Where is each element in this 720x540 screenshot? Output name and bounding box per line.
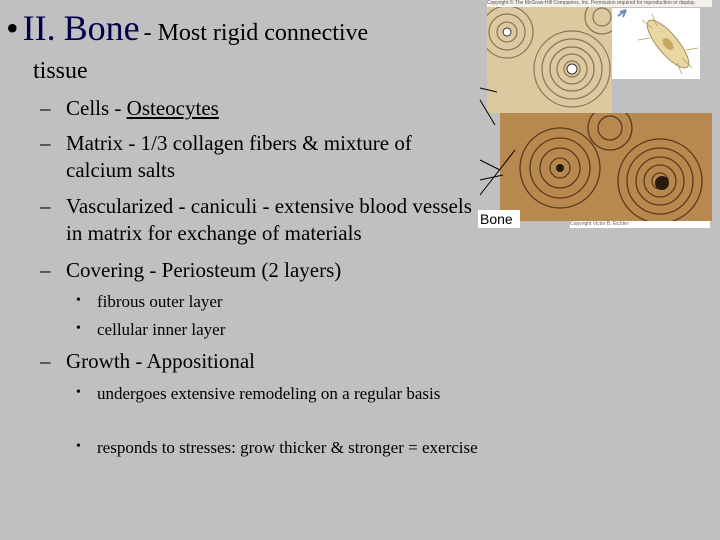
growth-sub-2: [76, 436, 486, 459]
title-numeral: II.: [22, 8, 56, 48]
dash-marker: –: [40, 258, 51, 282]
vascularized-text: Vascularized - caniculi - extensive blood vessels in matrix for exchange of materials: [66, 194, 472, 245]
dot-marker: •: [76, 321, 81, 336]
cells-label: Cells -: [66, 96, 127, 120]
title-line2: tissue: [33, 58, 88, 84]
title-heading: Bone: [63, 8, 140, 48]
point-vascularized: [40, 193, 480, 247]
slide-title: [6, 10, 476, 46]
dot-marker: •: [76, 385, 81, 400]
covering-sub-text: fibrous outer layer: [97, 292, 223, 311]
dash-marker: –: [40, 131, 51, 155]
dash-marker: –: [40, 96, 51, 120]
point-growth: [40, 348, 480, 375]
covering-sub-1: [76, 290, 486, 313]
growth-sub-text: responds to stresses: grow thicker & stronger = exercise: [97, 438, 478, 457]
point-matrix: [40, 130, 480, 184]
covering-sub-2: [76, 318, 486, 341]
dot-marker: •: [76, 293, 81, 308]
growth-sub-1: [76, 382, 486, 405]
point-cells: [40, 95, 480, 122]
title-bullet: •: [6, 8, 19, 48]
figure-copyright: Copyright © The McGraw-Hill Companies, Inc. Permission required for reproduction or display.: [487, 0, 712, 7]
growth-text: Growth - Appositional: [66, 349, 255, 373]
point-covering: [40, 257, 480, 284]
figure-label: Bone: [478, 210, 520, 228]
covering-sub-text: cellular inner layer: [97, 320, 226, 339]
dot-marker: •: [76, 439, 81, 454]
growth-sub-text: undergoes extensive remodeling on a regular basis: [97, 384, 441, 403]
figure-credit: Copyright Victor B. Eichler: [570, 221, 710, 228]
matrix-text: Matrix - 1/3 collagen fibers & mixture of calcium salts: [66, 131, 412, 182]
osteocyte-drawing: [612, 8, 700, 79]
title-rest: - Most rigid connective: [143, 20, 369, 46]
dash-marker: –: [40, 194, 51, 218]
dash-marker: –: [40, 349, 51, 373]
covering-text: Covering - Periosteum (2 layers): [66, 258, 342, 282]
cells-detail: Osteocytes: [126, 96, 219, 120]
leader-lines: [475, 0, 615, 215]
